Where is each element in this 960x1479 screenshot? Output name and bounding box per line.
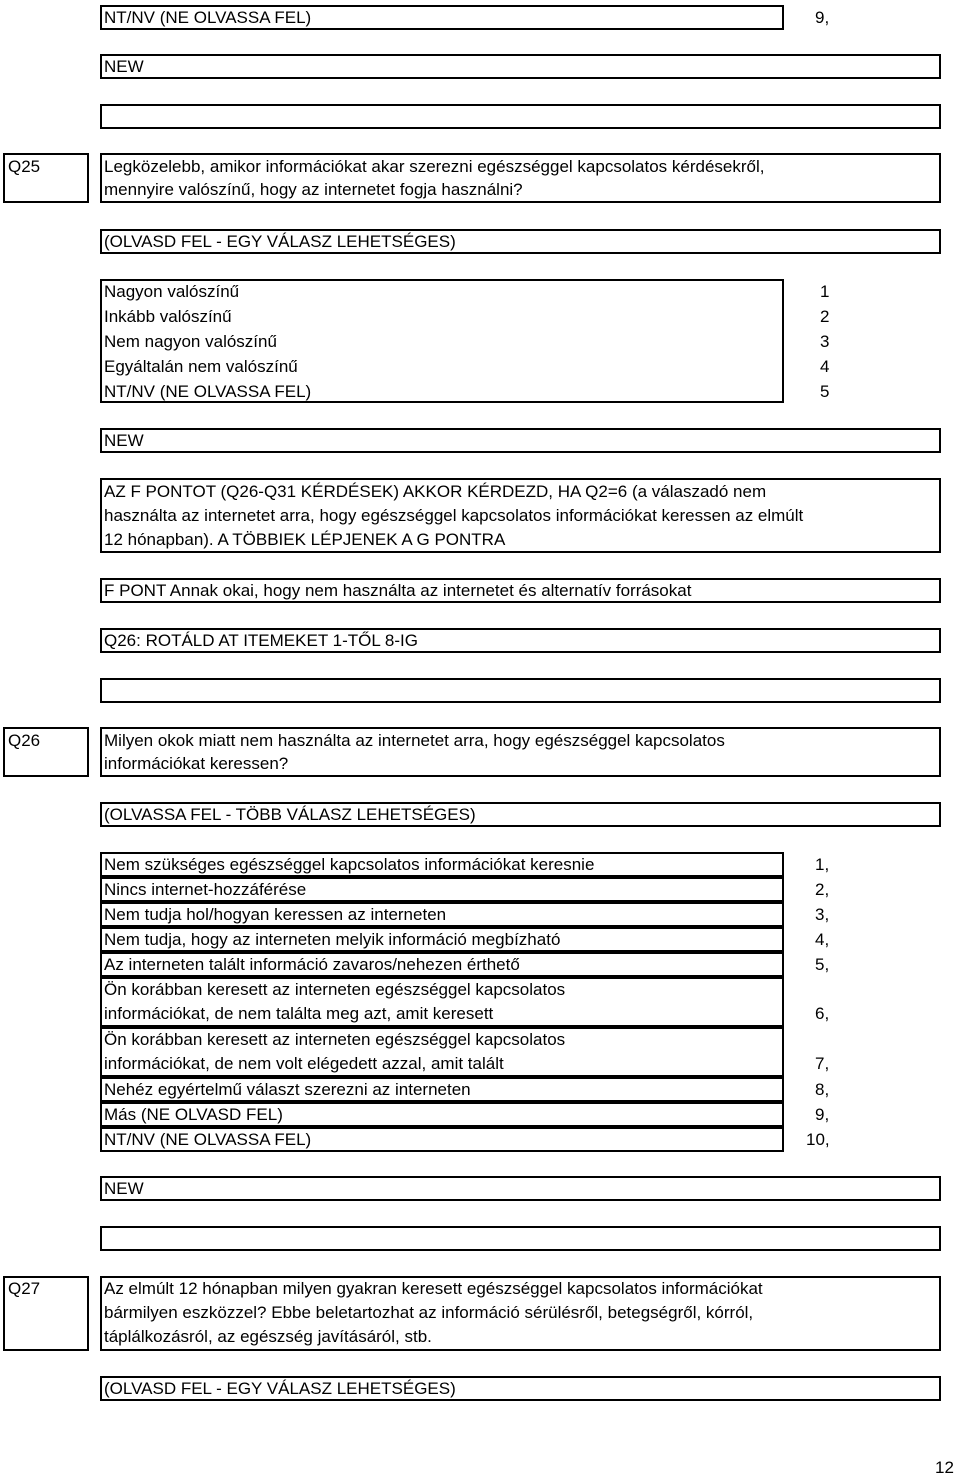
q25-new-label: NEW bbox=[104, 431, 144, 450]
q26-option-label: Ön korábban keresett az interneten egészséggel kapcsolatos bbox=[104, 980, 566, 999]
q27-question-line1: Az elmúlt 12 hónapban milyen gyakran keresett egészséggel kapcsolatos információkat bbox=[104, 1279, 763, 1298]
q25-question-line2: mennyire valószínű, hogy az internetet fogja használni? bbox=[104, 180, 523, 199]
q26-option-label: Az interneten talált információ zavaros/nehezen érthető bbox=[104, 955, 520, 974]
q26-option-code: 7, bbox=[815, 1054, 830, 1073]
q26-option-code: 10, bbox=[806, 1130, 830, 1149]
q26-option-label: Ön korábban keresett az interneten egészséggel kapcsolatos bbox=[104, 1030, 566, 1049]
q26-option-label: Nem tudja, hogy az interneten melyik információ megbízható bbox=[104, 930, 561, 949]
page-number: 12 bbox=[935, 1458, 954, 1477]
q27-question-line2: bármilyen eszközzel? Ebbe beletartozhat az információ sérülésről, betegségről, kórról, bbox=[104, 1303, 754, 1322]
q27-question-line3: táplálkozásról, az egészség javításáról, stb. bbox=[104, 1327, 432, 1346]
q26-option-label: Más (NE OLVASD FEL) bbox=[104, 1105, 283, 1124]
q25-option-label: Inkább valószínű bbox=[104, 307, 232, 326]
filter-line3: 12 hónapban). A TÖBBIEK LÉPJENEK A G PONTRA bbox=[104, 530, 506, 549]
q25-option-code: 4 bbox=[820, 357, 830, 376]
q25-option-label: Egyáltalán nem valószínű bbox=[104, 357, 298, 376]
q25-option-code: 5 bbox=[820, 382, 830, 401]
q26-option-code: 3, bbox=[815, 905, 830, 924]
q26-question-line2: információkat keressen? bbox=[104, 754, 289, 773]
q27-id: Q27 bbox=[8, 1279, 41, 1298]
blank-box bbox=[100, 104, 941, 129]
nv-option-label: NT/NV (NE OLVASSA FEL) bbox=[104, 8, 312, 27]
section-f-title: F PONT Annak okai, hogy nem használta az internetet és alternatív forrásokat bbox=[104, 581, 692, 600]
q26-option-code: 6, bbox=[815, 1004, 830, 1023]
q25-option-label: Nem nagyon valószínű bbox=[104, 332, 277, 351]
q26-new-box bbox=[100, 1176, 941, 1201]
q26-rotate-instruction: Q26: ROTÁLD AT ITEMEKET 1-TŐL 8-IG bbox=[104, 631, 418, 650]
q25-option-code: 3 bbox=[820, 332, 830, 351]
q25-option-code: 2 bbox=[820, 307, 830, 326]
q26-option-label: Nincs internet-hozzáférése bbox=[104, 880, 307, 899]
q26-option-label: Nehéz egyértelmű választ szerezni az interneten bbox=[104, 1080, 471, 1099]
q26-option-label-2: információkat, de nem volt elégedett azzal, amit talált bbox=[104, 1054, 504, 1073]
q25-instruction: (OLVASD FEL - EGY VÁLASZ LEHETSÉGES) bbox=[104, 232, 456, 251]
q26-option-label: NT/NV (NE OLVASSA FEL) bbox=[104, 1130, 312, 1149]
q26-option-label: Nem szükséges egészséggel kapcsolatos információkat keresnie bbox=[104, 855, 595, 874]
q26-option-code: 9, bbox=[815, 1105, 830, 1124]
blank-box-2 bbox=[100, 678, 941, 703]
q26-id: Q26 bbox=[8, 731, 41, 750]
blank-box-3 bbox=[100, 1226, 941, 1251]
q26-option-label: Nem tudja hol/hogyan keressen az interneten bbox=[104, 905, 447, 924]
nv-option-code: 9, bbox=[815, 8, 830, 27]
q26-instruction: (OLVASSA FEL - TÖBB VÁLASZ LEHETSÉGES) bbox=[104, 805, 476, 824]
q25-new-box bbox=[100, 428, 941, 453]
new-label: NEW bbox=[104, 57, 144, 76]
q25-option-code: 1 bbox=[820, 282, 830, 301]
q25-question-line1: Legközelebb, amikor információkat akar szerezni egészséggel kapcsolatos kérdésekről, bbox=[104, 157, 765, 176]
new-box bbox=[100, 54, 941, 79]
q26-new-label: NEW bbox=[104, 1179, 144, 1198]
q25-option-label: NT/NV (NE OLVASSA FEL) bbox=[104, 382, 312, 401]
q25-id: Q25 bbox=[8, 157, 41, 176]
q25-option-label: Nagyon valószínű bbox=[104, 282, 240, 301]
q26-question-line1: Milyen okok miatt nem használta az internetet arra, hogy egészséggel kapcsolatos bbox=[104, 731, 725, 750]
q26-option-code: 1, bbox=[815, 855, 830, 874]
q26-option-code: 4, bbox=[815, 930, 830, 949]
q26-option-code: 8, bbox=[815, 1080, 830, 1099]
q27-instruction: (OLVASD FEL - EGY VÁLASZ LEHETSÉGES) bbox=[104, 1379, 456, 1398]
q26-option-code: 2, bbox=[815, 880, 830, 899]
q26-option-label-2: információkat, de nem találta meg azt, amit keresett bbox=[104, 1004, 494, 1023]
q26-option-code: 5, bbox=[815, 955, 830, 974]
filter-line2: használta az internetet arra, hogy egészséggel kapcsolatos információkat keressen az elmúlt bbox=[104, 506, 804, 525]
filter-line1: AZ F PONTOT (Q26-Q31 KÉRDÉSEK) AKKOR KÉRDEZD, HA Q2=6 (a válaszadó nem bbox=[104, 482, 767, 501]
